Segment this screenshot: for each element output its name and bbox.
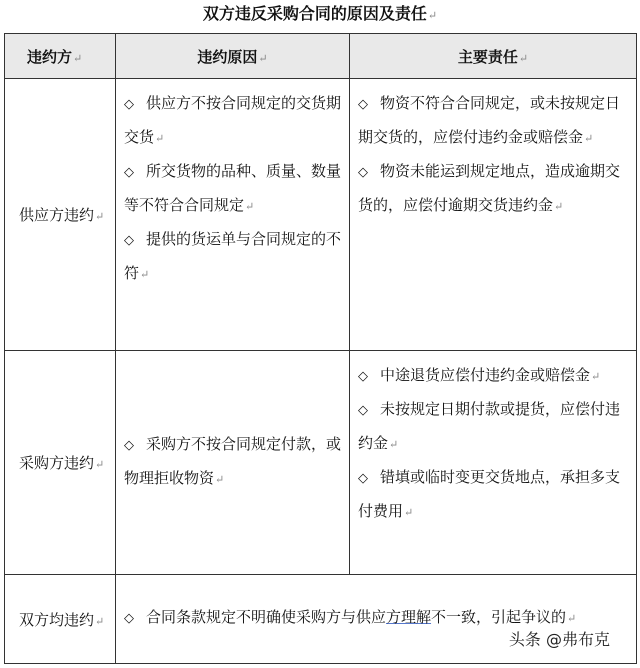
party-supplier: 供应方违约↵: [5, 79, 116, 351]
list-item: ◇ 中途退货应偿付违约金或赔偿金↵: [358, 366, 601, 384]
reason-both-merged: [116, 575, 637, 664]
list-item: ◇ 错填或临时变更交货地点，承担多支付费用↵: [358, 468, 621, 520]
watermark: 头条 @弗布克: [508, 630, 610, 649]
table-row-supplier: [5, 79, 637, 351]
party-buyer: 采购方违约↵: [5, 351, 116, 575]
table-row-buyer: [5, 351, 637, 575]
party-both: 双方均违约↵: [5, 575, 116, 664]
list-item: ◇ 供应方不按合同规定的交货期交货↵: [124, 94, 342, 146]
document-title: 双方违反采购合同的原因及责任↵: [202, 4, 438, 23]
contract-breach-table: [4, 33, 637, 664]
list-item: ◇ 提供的货运单与合同规定的不符↵: [124, 230, 342, 282]
underlined-text: 方理解: [386, 608, 432, 626]
list-item: ◇ 合同条款规定不明确使采购方与供应方理解不一致，引起争议的↵: [124, 608, 577, 626]
responsibilities-supplier: [350, 79, 637, 351]
list-item: ◇ 物资不符合合同规定，或未按规定日期交货的，应偿付违约金或赔偿金↵: [358, 94, 621, 146]
responsibilities-buyer: [350, 351, 637, 575]
reasons-buyer: [116, 351, 350, 575]
header-responsibility: 主要责任↵: [350, 34, 637, 79]
list-item: ◇ 采购方不按合同规定付款，或物理拒收物资↵: [124, 434, 342, 487]
header-party: 违约方↵: [5, 34, 116, 79]
reasons-supplier: [116, 79, 350, 351]
list-item: ◇ 物资未能运到规定地点，造成逾期交货的，应偿付逾期交货违约金↵: [358, 162, 621, 214]
table-row-both: [5, 575, 637, 664]
header-reason: 违约原因↵: [116, 34, 350, 79]
list-item: ◇ 未按规定日期付款或提货，应偿付违约金↵: [358, 400, 621, 452]
table-header-row: [5, 34, 637, 79]
list-item: ◇ 所交货物的品种、质量、数量等不符合合同规定↵: [124, 162, 342, 214]
